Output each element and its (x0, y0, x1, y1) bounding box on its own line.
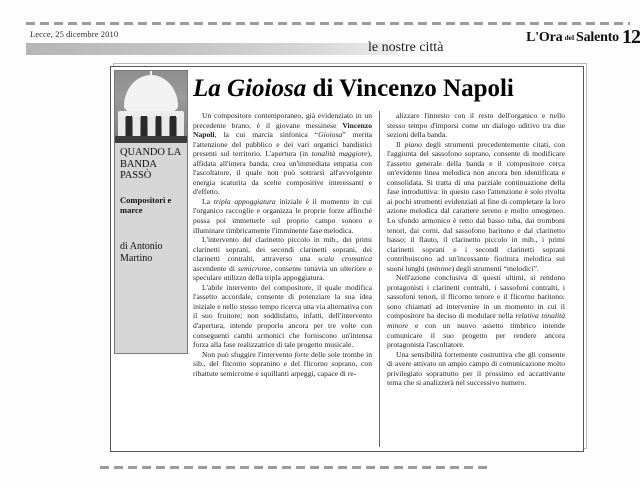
article-column-left (193, 111, 379, 447)
brand-connector: del (564, 33, 575, 42)
headline-title-italic: La Gioiosa (193, 75, 307, 102)
article-paragraph: L'intervento del clarinetto piccolo in mib., dei primi clarinetti soprani, dei secondi clarinetti soprani, dei clarinetti contralti, attraverso una scala cromatica ascendente di semicrome, consente tuttavia un ulteriore e speculare utilizzo della tripla appoggiatura. (193, 235, 373, 283)
book-cover-sidebar (114, 70, 188, 354)
section-banner (26, 42, 626, 57)
article-paragraph: Nell'azione conclusiva di questi ultimi, si rendono protagonisti i clarinetti contralti, i sassofoni contralti, i sassofoni tenori, il flicorno tenore e il flicorno baritono: sono chiamati ad intervenire in un momento in cui il compositore ha deciso di modulare nella relativa tonalità minore e con un nuovo assetto timbrico intende comunicare il suo progetto per rendere ancora protagonista l'ascoltatore. (387, 273, 565, 350)
article-paragraph: alizzare l'innesto con il resto dell'organico e nello stesso tempo d'imporsi come un dialogo uditivo tra due sezioni della banda. (387, 111, 565, 140)
article-paragraph: Non può sfuggire l'intervento forte delle sole trombe in sib., del flicorno sopranino e del flicorno soprano, con ribattute semicrome e squillanti arpeggi, capace di re- (193, 349, 372, 378)
bandstand-photo (115, 71, 187, 143)
dateline: Lecce, 25 dicembre 2010 (30, 29, 119, 39)
book-subtitle: Compositori e marce (120, 194, 172, 215)
article-paragraph: Il piano degli strumenti precedentemente citati, con l'aggiunta del sassofono soprano, consente di modificare l'assetto generale della banda e il compositore cerca un'evidente linea melodica non ancora ben identificata e consolidata. Si tratta di una parziale continuazione della fase introduttiva: in questo caso l'attenzione è solo rivolta ai pochi strumenti evidenziati al fine di completare la loro azione melodica dal carattere sereno e molto omogeneo. Lo sfondo armonico è retto dal basso tuba, dai tromboni tenori, dai corni, dal sassofono baritono e dal clarinetto basso; il flauto, il clarinetto piccolo in mib., i primi clarinetti soprani e i secondi clarinetti soprani contribuiscono ad un'incessante fioritura melodica sui suoni lunghi (minime) degli strumenti “melodici”. (387, 139, 565, 273)
article-paragraph: La tripla appoggiatura iniziale è il momento in cui l'organico raccoglie e organizza le proprie forze affinché possa poi immetterle sul proprio campo sonoro e illuminare timbricamente l'imminente fase melodica. (193, 196, 372, 235)
article-paragraph: L'abile intervento del compositore, il quale modifica l'assetto accordale, consente di potenziare la sua idea iniziale e nello stesso tempo ricerca una via alternativa con il suo fruitore; non soddisfatto, infatti, dell'intervento d'apertura, intende proporlo ancora per tre volte con conseguenti cambi armonici che forniscono un'intensa forza alla fase realizzatrice di tale progetto musicale. (193, 282, 373, 350)
article-columns (193, 111, 578, 447)
article-paragraph: Un compositore contemporaneo, già evidenziato in un precedente brano, è il giovane messinese Vincenzo Napoli, la cui marcia sinfonica “Gioiosa” merita l'attenzione del pubblico e dei vari organici bandistici presenti sul territorio. L'apertura (in tonalità maggiore), affidata all'intera banda, crea un'immediata empatia con l'ascoltatore, il quale non può sottrarsi all'avvolgente energia scaturita da scelte compositive interessanti e d'effetto. (193, 111, 372, 197)
brand-name-second: Salento (576, 30, 619, 45)
article-headline (193, 75, 577, 103)
brand-name-first: L'Ora (526, 30, 563, 45)
book-title: QUANDO LA BANDA PASSÒ (120, 147, 181, 181)
photo-foreground (115, 136, 187, 143)
section-title: le nostre città (368, 40, 444, 55)
article-frame (110, 66, 584, 452)
article-paragraph: Una sensibilità fortemente costruttiva che gli consente di avere attivato un ampio campo di comunicazione molto privilegiato soprattutto per il prossimo ed accattivante tema che si analizzerà nel successivo numero. (387, 349, 565, 388)
book-cover-text (115, 143, 187, 265)
article-column-right (379, 111, 565, 447)
bottom-dashed-rule (100, 466, 490, 469)
headline-title-roman: di Vincenzo Napoli (312, 75, 514, 102)
page-number: 12 (622, 26, 640, 48)
banner-gradient-bar (26, 43, 398, 55)
book-author: di Antonio Martino (120, 240, 163, 264)
